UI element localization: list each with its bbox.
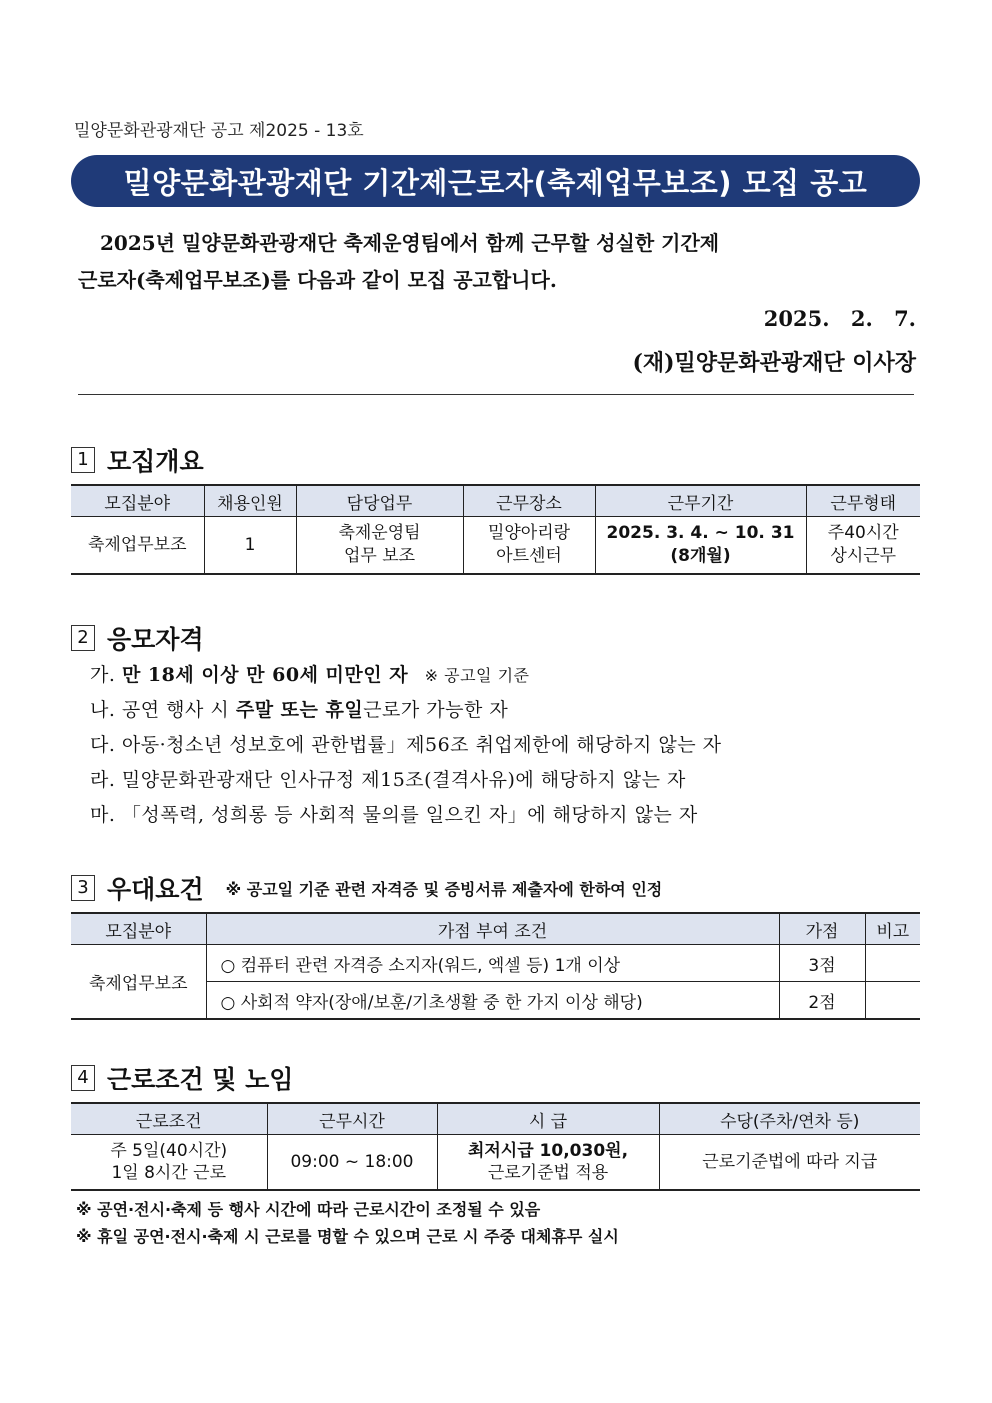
item-prefix: 나. 공연 행사 시 (90, 699, 230, 721)
section-title: 근로조건 및 노임 (107, 1065, 294, 1094)
condition-cell: ○ 컴퓨터 관련 자격증 소지자(워드, 엑셀 등) 1개 이상 (206, 945, 779, 982)
duty-cell (296, 517, 463, 575)
remark-cell (865, 945, 920, 982)
list-item (90, 693, 721, 728)
section-4-heading (71, 1060, 293, 1096)
section-number-box: 4 (71, 1065, 95, 1091)
intro-line-1: 2025년 밀양문화관광재단 축제운영팀에서 함께 근무할 성실한 기간제 (100, 231, 720, 255)
header-cell: 근로조건 (71, 1103, 267, 1135)
notice-number: 밀양문화관광재단 공고 제2025 - 13호 (74, 121, 364, 141)
divider (78, 394, 914, 395)
header-cell: 수당(주차/연차 등) (659, 1103, 920, 1135)
condition-line-2: 1일 8시간 근로 (111, 1163, 227, 1183)
item-emphasis: 만 18세 이상 만 60세 미만인 자 (121, 664, 409, 686)
section-title: 응모자격 (107, 625, 204, 654)
field-cell: 축제업무보조 (71, 945, 206, 1020)
duty-line-2: 업무 보조 (343, 546, 416, 566)
table-header-row (71, 1103, 920, 1135)
condition-cell: ○ 사회적 약자(장애/보훈/기초생활 중 한 가지 이상 해당) (206, 982, 779, 1020)
field-cell: 축제업무보조 (71, 517, 204, 575)
work-conditions-table (71, 1102, 920, 1191)
section-title: 우대요건 (107, 875, 204, 904)
list-item: 마. 「성폭력, 성희롱 등 사회적 물의를 일으킨 자」에 해당하지 않는 자 (90, 804, 698, 826)
footnote: ※ 공연·전시·축제 등 행사 시간에 따라 근로시간이 조정될 수 있음 (76, 1200, 541, 1219)
section-number-box: 1 (71, 447, 95, 473)
points-cell: 3점 (779, 945, 865, 982)
page-title-banner (71, 155, 920, 207)
condition-cell (71, 1135, 267, 1191)
table-row (71, 945, 920, 982)
intro-line-2: 근로자(축제업무보조)를 다음과 같이 모집 공고합니다. (78, 268, 557, 292)
issuer: (재)밀양문화관광재단 이사장 (632, 350, 916, 376)
announcement-date: 2025. 2. 7. (763, 306, 916, 331)
header-cell: 채용인원 (204, 485, 296, 517)
duty-line-1: 축제운영팀 (338, 523, 421, 543)
period-cell (595, 517, 806, 575)
header-cell: 근무시간 (267, 1103, 437, 1135)
header-cell: 시 급 (437, 1103, 659, 1135)
section-note: ※ 공고일 기준 관련 자격증 및 증빙서류 제출자에 한하여 인정 (225, 879, 663, 899)
header-cell: 모집분야 (71, 485, 204, 517)
type-line-2: 상시근무 (830, 546, 897, 566)
item-note: ※ 공고일 기준 (424, 666, 530, 685)
allowance-cell: 근로기준법에 따라 지급 (659, 1135, 920, 1191)
hours-cell: 09:00 ~ 18:00 (267, 1135, 437, 1191)
remark-cell (865, 982, 920, 1020)
page-title: 밀양문화관광재단 기간제근로자(축제업무보조) 모집 공고 (123, 165, 868, 200)
item-suffix: 근로가 가능한 자 (363, 699, 509, 721)
header-cell: 가점 부여 조건 (206, 913, 779, 945)
item-emphasis: 주말 또는 휴일 (235, 699, 364, 721)
period-line-1: 2025. 3. 4. ~ 10. 31 (606, 523, 795, 543)
header-cell: 가점 (779, 913, 865, 945)
place-line-2: 아트센터 (496, 546, 562, 566)
section-number-box: 2 (71, 625, 95, 651)
table-header-row (71, 913, 920, 945)
wage-line-2: 근로기준법 적용 (487, 1163, 609, 1183)
section-number-box: 3 (71, 875, 95, 901)
condition-line-1: 주 5일(40시간) (110, 1141, 228, 1161)
section-title: 모집개요 (107, 447, 204, 476)
wage-line-1: 최저시급 10,030원, (467, 1141, 629, 1161)
section-3-heading (71, 870, 662, 906)
type-line-1: 주40시간 (827, 523, 899, 543)
type-cell (806, 517, 920, 575)
qualifications-list (90, 658, 721, 833)
header-cell: 비고 (865, 913, 920, 945)
count-cell: 1 (204, 517, 296, 575)
table-row (71, 1135, 920, 1191)
footnotes (76, 1196, 619, 1250)
place-line-1: 밀양아리랑 (487, 523, 571, 543)
footnote: ※ 휴일 공연·전시·축제 시 근로를 명할 수 있으며 근로 시 주중 대체휴무 실시 (76, 1227, 619, 1246)
header-cell: 담당업무 (296, 485, 463, 517)
header-cell: 근무기간 (595, 485, 806, 517)
header-cell: 모집분야 (71, 913, 206, 945)
list-item (90, 658, 721, 693)
period-line-2: (8개월) (670, 546, 731, 566)
section-1-heading (71, 442, 204, 478)
intro-paragraph (78, 225, 918, 299)
wage-cell (437, 1135, 659, 1191)
place-cell (463, 517, 595, 575)
table-header-row (71, 485, 920, 517)
table-row (71, 517, 920, 575)
list-item: 다. 아동·청소년 성보호에 관한법률」제56조 취업제한에 해당하지 않는 자 (90, 734, 722, 756)
header-cell: 근무장소 (463, 485, 595, 517)
item-prefix: 가. (90, 664, 116, 686)
section-2-heading (71, 620, 204, 656)
list-item: 라. 밀양문화관광재단 인사규정 제15조(결격사유)에 해당하지 않는 자 (90, 769, 686, 791)
header-cell: 근무형태 (806, 485, 920, 517)
recruit-overview-table (71, 484, 920, 575)
preference-table (71, 912, 920, 1020)
points-cell: 2점 (779, 982, 865, 1020)
